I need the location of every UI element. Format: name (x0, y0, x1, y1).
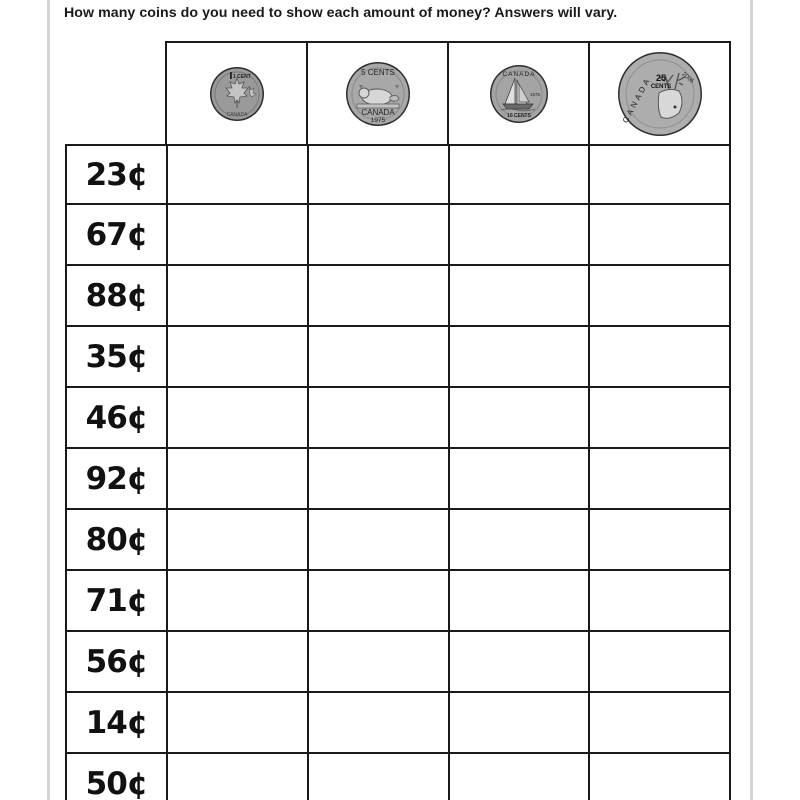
page-border-right (750, 0, 753, 800)
table-row (65, 205, 731, 266)
answer-cell-nickel[interactable] (309, 693, 450, 752)
caribou-coin-icon (617, 51, 703, 137)
answer-cell-nickel[interactable] (309, 266, 450, 325)
answer-cell-quarter[interactable] (590, 266, 729, 325)
amount-label: 23¢ (67, 146, 168, 203)
answer-cell-penny[interactable] (168, 146, 309, 203)
schooner-coin-icon (489, 64, 549, 124)
quarter-value-text: 25 (655, 72, 666, 83)
answer-cell-quarter[interactable] (590, 693, 729, 752)
answer-cell-dime[interactable] (450, 571, 591, 630)
coin-header-quarter (590, 43, 729, 144)
amount-table (65, 144, 731, 800)
answer-cell-penny[interactable] (168, 266, 309, 325)
answer-cell-nickel[interactable] (309, 754, 450, 800)
answer-cell-dime[interactable] (450, 266, 591, 325)
answer-cell-penny[interactable] (168, 632, 309, 691)
quarter-year-text: 2006 (680, 71, 695, 85)
answer-cell-nickel[interactable] (309, 146, 450, 203)
answer-cell-quarter[interactable] (590, 449, 729, 508)
answer-cell-nickel[interactable] (309, 327, 450, 386)
answer-cell-dime[interactable] (450, 146, 591, 203)
dime-bottom-text: 10 CENTS (506, 112, 531, 119)
answer-cell-penny[interactable] (168, 754, 309, 800)
table-row (65, 327, 731, 388)
dime-year-text: 1975 (529, 91, 540, 97)
amount-label: 71¢ (67, 571, 168, 630)
instructions-text: How many coins do you need to show each amount of money? Answers will vary. (64, 5, 618, 21)
table-row (65, 510, 731, 571)
answer-cell-dime[interactable] (450, 205, 591, 264)
answer-cell-dime[interactable] (450, 388, 591, 447)
table-row (65, 449, 731, 510)
answer-cell-quarter[interactable] (590, 388, 729, 447)
answer-cell-quarter[interactable] (590, 146, 729, 203)
answer-cell-quarter[interactable] (590, 205, 729, 264)
answer-cell-dime[interactable] (450, 327, 591, 386)
penny-bottom-text: CANADA (226, 111, 247, 118)
maple-leaf-coin-icon (209, 64, 265, 124)
penny-top-text: 1 CENT (232, 73, 251, 80)
coin-header-dime (449, 43, 590, 144)
table-row (65, 632, 731, 693)
answer-cell-dime[interactable] (450, 632, 591, 691)
answer-cell-penny[interactable] (168, 388, 309, 447)
answer-cell-penny[interactable] (168, 693, 309, 752)
table-row (65, 754, 731, 800)
answer-cell-penny[interactable] (168, 571, 309, 630)
amount-label: 67¢ (67, 205, 168, 264)
answer-cell-nickel[interactable] (309, 571, 450, 630)
answer-cell-quarter[interactable] (590, 754, 729, 800)
amount-label: 80¢ (67, 510, 168, 569)
answer-cell-nickel[interactable] (309, 449, 450, 508)
answer-cell-nickel[interactable] (309, 632, 450, 691)
answer-cell-penny[interactable] (168, 205, 309, 264)
nickel-bottom-text: CANADA (360, 107, 395, 117)
table-row (65, 144, 731, 205)
quarter-cents-text: CENTS (650, 83, 671, 90)
answer-cell-quarter[interactable] (590, 571, 729, 630)
nickel-top-text: 5 CENTS (360, 67, 395, 77)
coin-header-nickel (308, 43, 449, 144)
answer-cell-quarter[interactable] (590, 632, 729, 691)
answer-cell-nickel[interactable] (309, 510, 450, 569)
coin-header-penny (167, 43, 308, 144)
answer-cell-dime[interactable] (450, 449, 591, 508)
coin-header-row (165, 41, 731, 146)
answer-cell-dime[interactable] (450, 693, 591, 752)
amount-label: 14¢ (67, 693, 168, 752)
amount-label: 56¢ (67, 632, 168, 691)
amount-label: 50¢ (67, 754, 168, 800)
page-border-left (47, 0, 50, 800)
table-row (65, 266, 731, 327)
table-row (65, 693, 731, 754)
answer-cell-dime[interactable] (450, 754, 591, 800)
amount-label: 92¢ (67, 449, 168, 508)
answer-cell-nickel[interactable] (309, 388, 450, 447)
beaver-coin-icon (345, 59, 411, 129)
dime-top-text: CANADA (501, 70, 536, 78)
answer-cell-dime[interactable] (450, 510, 591, 569)
nickel-year-text: 1975 (370, 116, 385, 124)
table-row (65, 388, 731, 449)
amount-label: 88¢ (67, 266, 168, 325)
amount-label: 46¢ (67, 388, 168, 447)
quarter-country-text: CANADA (620, 74, 653, 125)
table-row (65, 571, 731, 632)
answer-cell-penny[interactable] (168, 449, 309, 508)
answer-cell-penny[interactable] (168, 510, 309, 569)
answer-cell-penny[interactable] (168, 327, 309, 386)
answer-cell-quarter[interactable] (590, 327, 729, 386)
answer-cell-quarter[interactable] (590, 510, 729, 569)
answer-cell-nickel[interactable] (309, 205, 450, 264)
amount-label: 35¢ (67, 327, 168, 386)
